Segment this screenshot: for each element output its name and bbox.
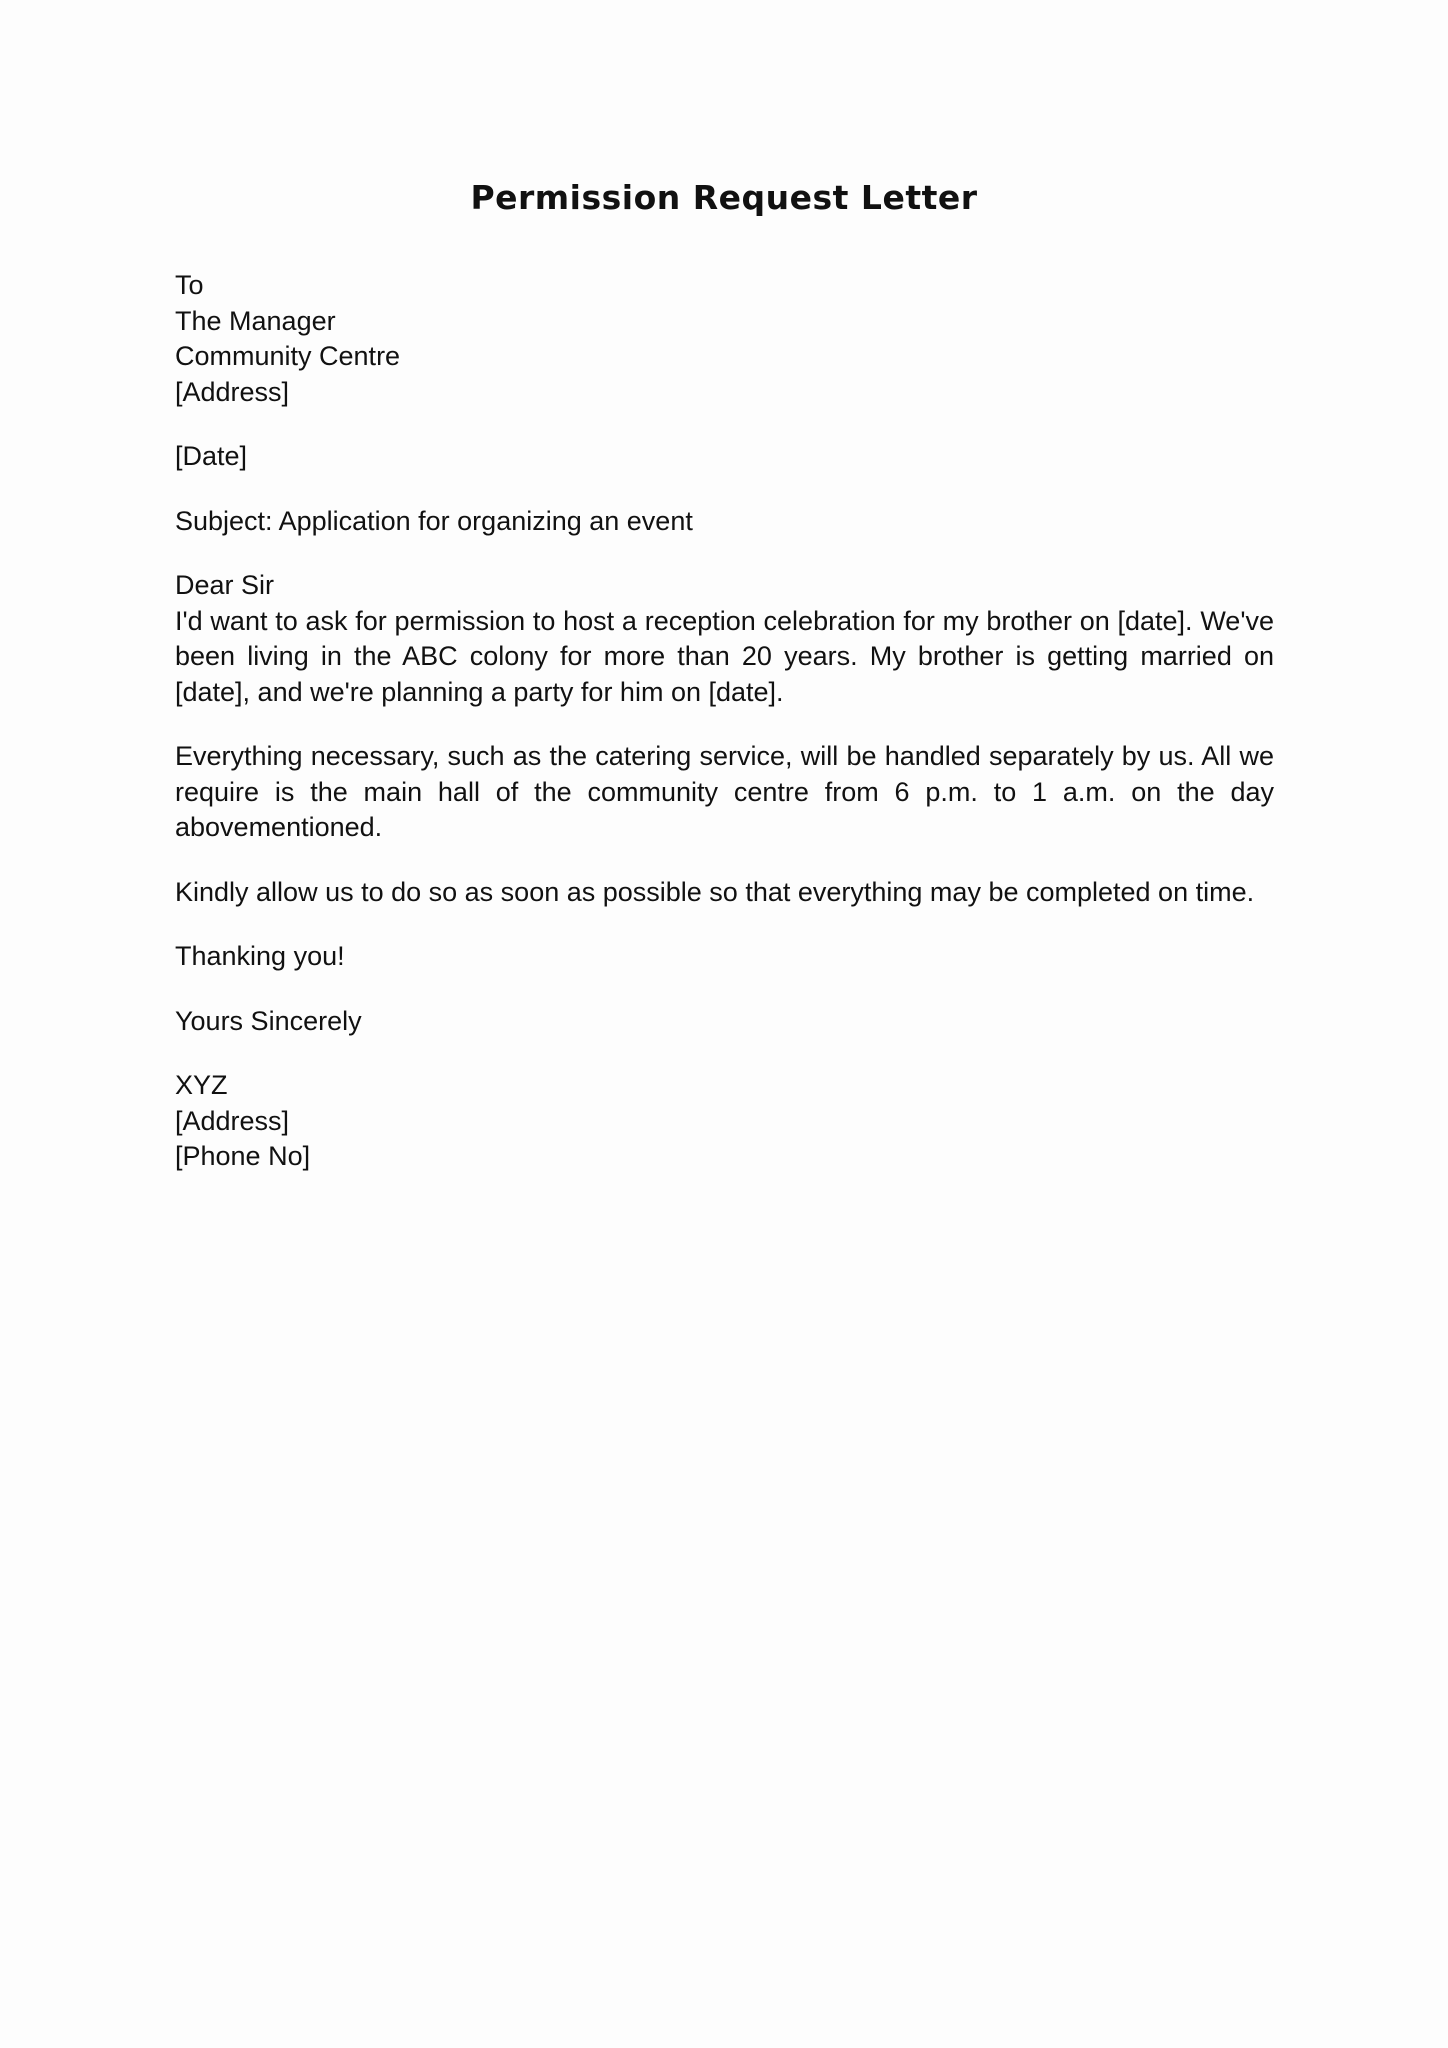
sender-name: XYZ xyxy=(175,1070,228,1100)
salutation: Dear Sir xyxy=(175,570,275,600)
sender-address: [Address] xyxy=(175,1105,290,1136)
letter-body xyxy=(175,268,1274,1175)
recipient-block xyxy=(175,268,1274,410)
sender-phone: [Phone No] xyxy=(175,1141,311,1171)
recipient-name: The Manager xyxy=(175,305,336,336)
closing-line: Yours Sincerely xyxy=(175,1005,362,1036)
recipient-address: [Address] xyxy=(175,376,290,407)
recipient-to: To xyxy=(175,270,204,300)
body-paragraph-1: I'd want to ask for permission to host a reception celebration for my brother on [date]. We've been living in the ABC colony for more than 20 years. My brother is getting married on [date], and we're planning a party for him on [date]. xyxy=(175,605,1274,707)
sender-block xyxy=(175,1068,1274,1175)
body-paragraph-3: Kindly allow us to do so as soon as possible so that everything may be completed on time. xyxy=(175,876,1255,907)
page-title: Permission Request Letter xyxy=(470,178,978,217)
recipient-organization: Community Centre xyxy=(175,341,401,371)
letter-subject: Subject: Application for organizing an event xyxy=(175,505,693,536)
body-paragraph-2: Everything necessary, such as the catering service, will be handled separately by us. All we require is the main hall of the community centre from 6 p.m. to 1 a.m. on the day abovementioned. xyxy=(175,741,1274,842)
thanks-line: Thanking you! xyxy=(175,941,345,971)
letter-date: [Date] xyxy=(175,441,248,471)
